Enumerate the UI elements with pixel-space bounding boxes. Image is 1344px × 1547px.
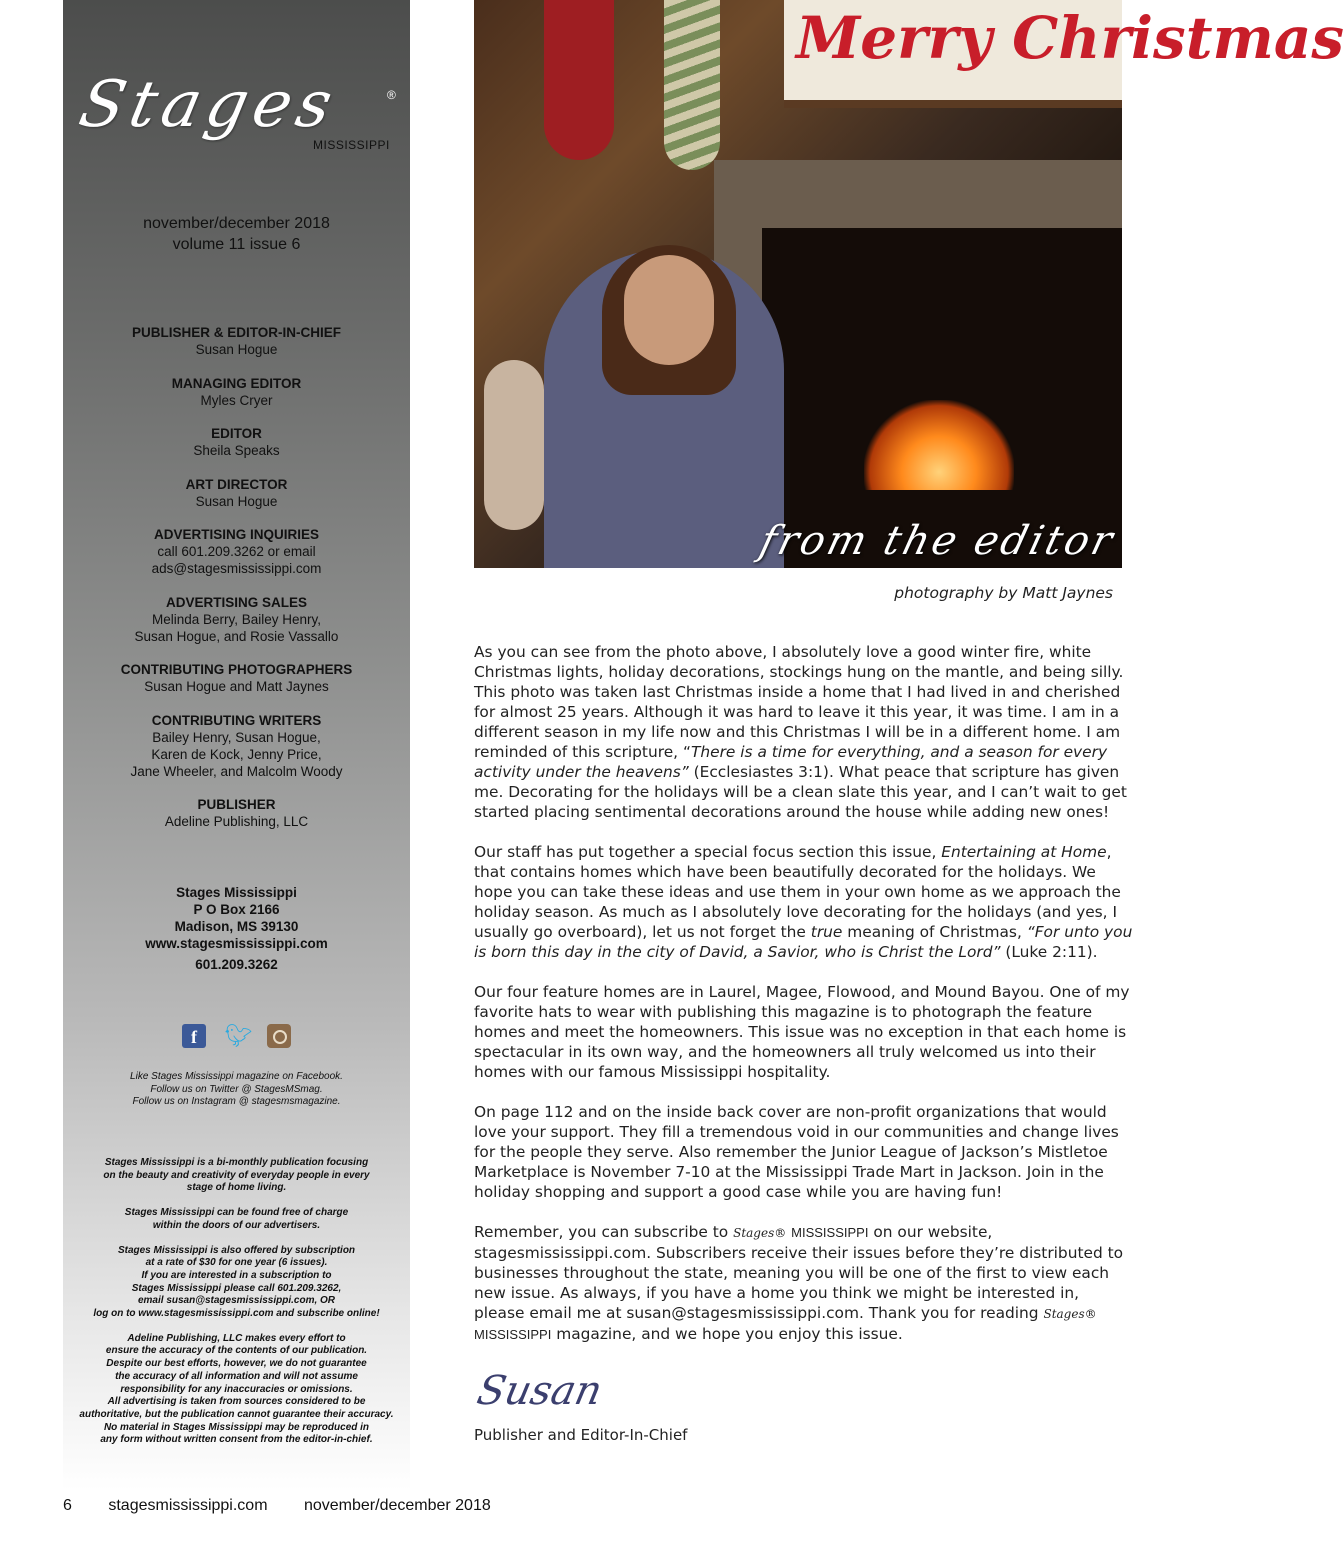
masthead-role: MANAGING EDITOR	[171, 375, 302, 391]
note-paragraph	[63, 1207, 410, 1232]
note-paragraph	[63, 1157, 410, 1195]
editor-photo	[474, 0, 1344, 568]
note-line: responsibility for any inaccuracies or omissions.	[120, 1383, 353, 1395]
masthead-sidebar	[63, 0, 410, 1490]
masthead-name: Myles Cryer	[200, 392, 273, 408]
mailing-address	[63, 884, 410, 973]
note-line: Stages Mississippi is also offered by subscription	[117, 1244, 356, 1256]
address-line: Stages Mississippi	[176, 885, 297, 900]
logo-subtitle: MISSISSIPPI	[313, 138, 390, 152]
signature: Susan	[473, 1368, 607, 1414]
paragraph-2: Our staff has put together a special focus section this issue, Entertaining at Home, that contains homes which have been beautifully decorated for the holidays. We hope you can take these ideas and use them in your own home as we approach the holiday season. As much as I absolutely love decorating for the holidays (and yes, I usually go overboard), let us not forget the true meaning of Christmas, “For unto you is born this day in the city of David, a Savior, who is Christ the Lord” (Luke 2:11).	[474, 843, 1133, 961]
red-stocking	[544, 0, 614, 160]
note-line: If you are interested in a subscription to	[141, 1269, 332, 1281]
masthead-name: Sheila Speaks	[193, 443, 280, 458]
masthead-block	[63, 526, 410, 577]
note-line: at a rate of $30 for one year (6 issues).	[145, 1257, 328, 1269]
brand-mark: Stages®	[733, 1226, 787, 1240]
paragraph-3: Our four feature homes are in Laurel, Magee, Flowood, and Mound Bayou. One of my favorite hats to wear with publishing this magazine is to photograph the feature homes and meet the homeowners. This issue was no exception in that each home is spectacular in its own way, and the homeowners all truly welcomed us into their homes with our famous Mississippi hospitality.	[474, 983, 1130, 1081]
footer-date: november/december 2018	[303, 1497, 491, 1514]
logo-script: Stages	[73, 68, 345, 142]
masthead-role: PUBLISHER	[197, 797, 276, 812]
masthead-name: Susan Hogue	[195, 342, 278, 357]
masthead-name: Susan Hogue	[195, 493, 278, 509]
note-line: Stages Mississippi can be found free of charge	[124, 1207, 349, 1219]
masthead-block	[63, 476, 410, 510]
masthead-name: Karen de Kock, Jenny Price,	[151, 746, 322, 762]
masthead-role: ADVERTISING SALES	[165, 594, 308, 610]
note-line: authoritative, but the publication cannot guarantee their accuracy.	[79, 1408, 394, 1420]
masthead-name: Jane Wheeler, and Malcolm Woody	[130, 763, 343, 779]
address-line: Madison, MS 39130	[174, 919, 299, 934]
masthead-role: ART DIRECTOR	[185, 476, 288, 492]
note-line: log on to www.stagesmississippi.com and subscribe online!	[93, 1308, 380, 1320]
fire-flames	[864, 400, 1014, 490]
masthead-name: Susan Hogue, and Rosie Vassallo	[134, 628, 339, 644]
brand-mark-2: Stages®	[1043, 1307, 1097, 1321]
signature-title: Publisher and Editor-In-Chief	[474, 1426, 688, 1444]
masthead-block	[63, 796, 410, 830]
photo-credit: photography by Matt Jaynes	[894, 584, 1113, 602]
firebox	[762, 228, 1122, 568]
stages-logo	[73, 68, 401, 163]
note-paragraph	[63, 1245, 410, 1321]
masthead-name: Melinda Berry, Bailey Henry,	[151, 611, 322, 627]
note-line: on the beauty and creativity of everyday people in every	[103, 1169, 370, 1181]
note-line: Stages Mississippi is a bi-monthly publication focusing	[104, 1157, 369, 1168]
masthead-name: Susan Hogue and Matt Jaynes	[144, 679, 329, 694]
masthead-name: Adeline Publishing, LLC	[164, 814, 309, 829]
follow-line: Like Stages Mississippi magazine on Facebook.	[130, 1071, 343, 1082]
paragraph-4: On page 112 and on the inside back cover are non-profit organizations that would love your support. They fill a tremendous void in our communities and change lives for the people they serve. Also remember the Junior League of Jackson’s Mistletoe Marketplace is November 7-10 at the Mississippi Trade Mart in Jackson. Join in the holiday shopping and support a good case while you are having fun!	[474, 1103, 1119, 1201]
address-line: www.stagesmississippi.com	[145, 936, 328, 951]
address-line: P O Box 2166	[193, 902, 280, 917]
masthead-credits	[63, 324, 410, 847]
phone-number: 601.209.3262	[195, 957, 278, 972]
footer-site: stagesmississippi.com	[108, 1497, 268, 1514]
note-line: Stages Mississippi please call 601.209.3262,	[131, 1282, 342, 1294]
masthead-name: ads@stagesmississippi.com	[151, 561, 322, 576]
bear-figurine	[484, 360, 544, 530]
masthead-block	[63, 324, 410, 358]
note-line: Adeline Publishing, LLC makes every effort to	[127, 1332, 346, 1344]
masthead-role: PUBLISHER & EDITOR-IN-CHIEF	[131, 325, 341, 340]
facebook-icon[interactable]: f	[182, 1024, 206, 1048]
note-line: any form without written consent from the editor-in-chief.	[100, 1434, 373, 1446]
issue-date: november/december 2018	[143, 215, 330, 232]
note-line: Despite our best efforts, however, we do not guarantee	[106, 1358, 367, 1370]
note-line: within the doors of our advertisers.	[152, 1219, 321, 1231]
masthead-role: EDITOR	[211, 426, 262, 441]
note-line: the accuracy of all information and will not assume	[115, 1370, 358, 1382]
logo-registered-mark: ®	[387, 88, 396, 102]
section-title: from the editor	[755, 518, 1120, 564]
issue-volume: volume 11 issue 6	[172, 236, 301, 253]
masthead-name: call 601.209.3262 or email	[157, 544, 316, 559]
publication-notes	[63, 1157, 410, 1459]
sign-text: Merry Christmas	[796, 4, 1344, 72]
note-paragraph	[63, 1333, 410, 1447]
striped-stocking	[664, 0, 720, 170]
page-footer	[63, 1497, 523, 1515]
masthead-block	[63, 594, 410, 645]
masthead-block	[63, 375, 410, 409]
social-links	[63, 1024, 410, 1048]
masthead-role: CONTRIBUTING PHOTOGRAPHERS	[120, 662, 353, 677]
social-follow-text	[63, 1071, 410, 1109]
paragraph-5: Remember, you can subscribe to Stages® MISSISSIPPI on our website, stagesmississippi.com. Subscribers receive their issues before they’re distributed to businesses throughout the state, meaning you will be one of the first to view each new issue. As always, if you have a home you think we might be interested in, please email me at susan@stagesmississippi.com. Thank you for reading Stages® MISSISSIPPI magazine, and we hope you enjoy this issue.	[474, 1223, 1124, 1343]
masthead-name: Bailey Henry, Susan Hogue,	[152, 729, 321, 745]
paragraph-1: As you can see from the photo above, I absolutely love a good winter fire, white Christmas lights, holiday decorations, stockings hung on the mantle, and being silly. This photo was taken last Christmas inside a home that I had lived in and cherished for almost 25 years. Although it was hard to leave it this year, it was time. I am in a different season in my life now and this Christmas I will be in a different home. I am reminded of this scripture, “There is a time for everything, and a season for every activity under the heavens” (Ecclesiastes 3:1). What peace that scripture has given me. Decorating for the holidays will be a clean slate this year, and I can’t wait to get started placing sentimental decorations around the house while adding new ones!	[474, 643, 1127, 821]
masthead-role: ADVERTISING INQUIRIES	[153, 527, 320, 542]
masthead-block	[63, 712, 410, 780]
masthead-block	[63, 425, 410, 459]
editor-letter	[474, 642, 1134, 1365]
masthead-block	[63, 661, 410, 695]
note-line: stage of home living.	[186, 1182, 287, 1194]
follow-line: Follow us on Instagram @ stagesmsmagazine.	[132, 1096, 341, 1107]
follow-line: Follow us on Twitter @ StagesMSmag.	[150, 1083, 323, 1095]
note-line: All advertising is taken from sources considered to be	[107, 1396, 366, 1408]
christmas-sign	[784, 0, 1344, 108]
masthead-role: CONTRIBUTING WRITERS	[151, 712, 322, 728]
twitter-icon[interactable]: 🐦︎	[224, 1023, 253, 1048]
page-number: 6	[63, 1497, 72, 1514]
note-line: ensure the accuracy of the contents of our publication.	[105, 1345, 368, 1357]
note-line: No material in Stages Mississippi may be reproduced in	[103, 1421, 370, 1433]
note-line: email susan@stagesmississippi.com, OR	[137, 1295, 336, 1307]
woman-face	[624, 255, 714, 365]
instagram-icon[interactable]	[267, 1024, 291, 1048]
